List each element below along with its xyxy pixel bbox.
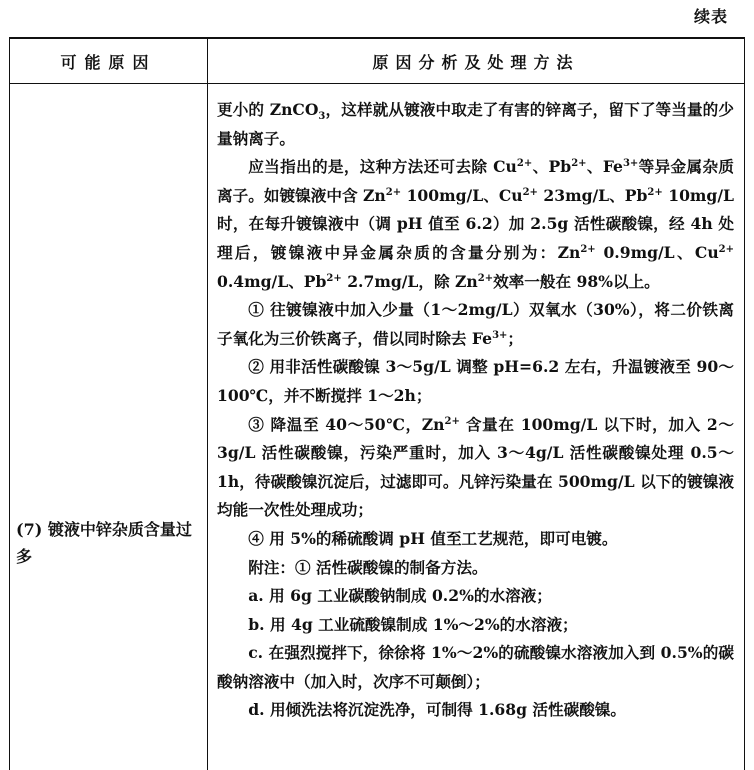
analysis-paragraph-11: d. 用倾洗法将沉淀洗净，可制得 1.68g 活性碳酸镍。 [248,700,626,720]
analysis-paragraph-7: 附注：① 活性碳酸镍的制备方法。 [248,557,488,577]
analysis-paragraph-3: ① 往镀镍液中加入少量（1～2mg/L）双氧水（30%），将二价铁离子氧化为三价铁离子，借以同时除去 $Fe^{3+}$； [217,300,734,348]
analysis-paragraph-8: a. 用 6g 工业碳酸钠制成 0.2%的水溶液； [248,586,552,606]
table-header-row [10,39,744,84]
analysis-paragraph-9: b. 用 4g 工业硫酸镍制成 1%～2%的水溶液； [248,614,578,634]
analysis-paragraph-2: 应当指出的是，这种方法还可去除 $Cu^{2+}$、$Pb^{2+}$、$Fe^{3+}$等异金属杂质离子。如镀镍液中含 $Zn^{2+}$ 100mg/L、$Cu^{2+}$ 23mg/L、$Pb^{2+}$ 10mg/L 时，在每升镀镍液中（调 pH 值至 6.2）加 2.5g 活性碳酸镍，经 4h 处理后，镀镍液中异金属杂质的含量分别为：$Zn^{2+}$ 0.9mg/L、$Cu^{2+}$ 0.4mg/L、$Pb^{2+}$ 2.7mg/L，除 $Zn^{2+}$效率一般在 98%以上。 [217,157,734,291]
analysis-paragraph-5: ③ 降温至 40～50℃，$Zn^{2+}$ 含量在 100mg/L 以下时，加入 2～3g/L 活性碳酸镍，污染严重时，加入 3～4g/L 活性碳酸镍处理 0.5～1h，待碳酸镍沉淀后，过滤即可。凡锌污染量在 500mg/L 以下的镀镍液均能一次性处理成功； [217,414,734,520]
column-header-cause: 可能原因 [10,39,208,83]
data-table [9,37,745,770]
analysis-cell [208,84,744,770]
analysis-paragraph-10: c. 在强烈搅拌下，徐徐将 1%～2%的硫酸镍水溶液加入到 0.5%的碳酸钠溶液中（加入时，次序不可颠倒）； [217,643,734,691]
cause-text: (7) 镀液中锌杂质含量过多 [16,520,192,566]
continued-table-note: 续表 [693,7,728,26]
cause-cell [10,84,208,770]
analysis-paragraph-6: ④ 用 5%的稀硫酸调 pH 值至工艺规范，即可电镀。 [248,528,618,548]
table-row [10,84,744,770]
column-header-analysis: 原因分析及处理方法 [372,52,580,72]
analysis-paragraph-1: 更小的 ZnCO$_3$，这样就从镀液中取走了有害的锌离子，留下了等当量的少量钠离子。 [217,100,734,148]
analysis-paragraph-4: ② 用非活性碳酸镍 3～5g/L 调整 pH=6.2 左右，升温镀液至 90～100℃，并不断搅拌 1～2h； [217,357,734,405]
